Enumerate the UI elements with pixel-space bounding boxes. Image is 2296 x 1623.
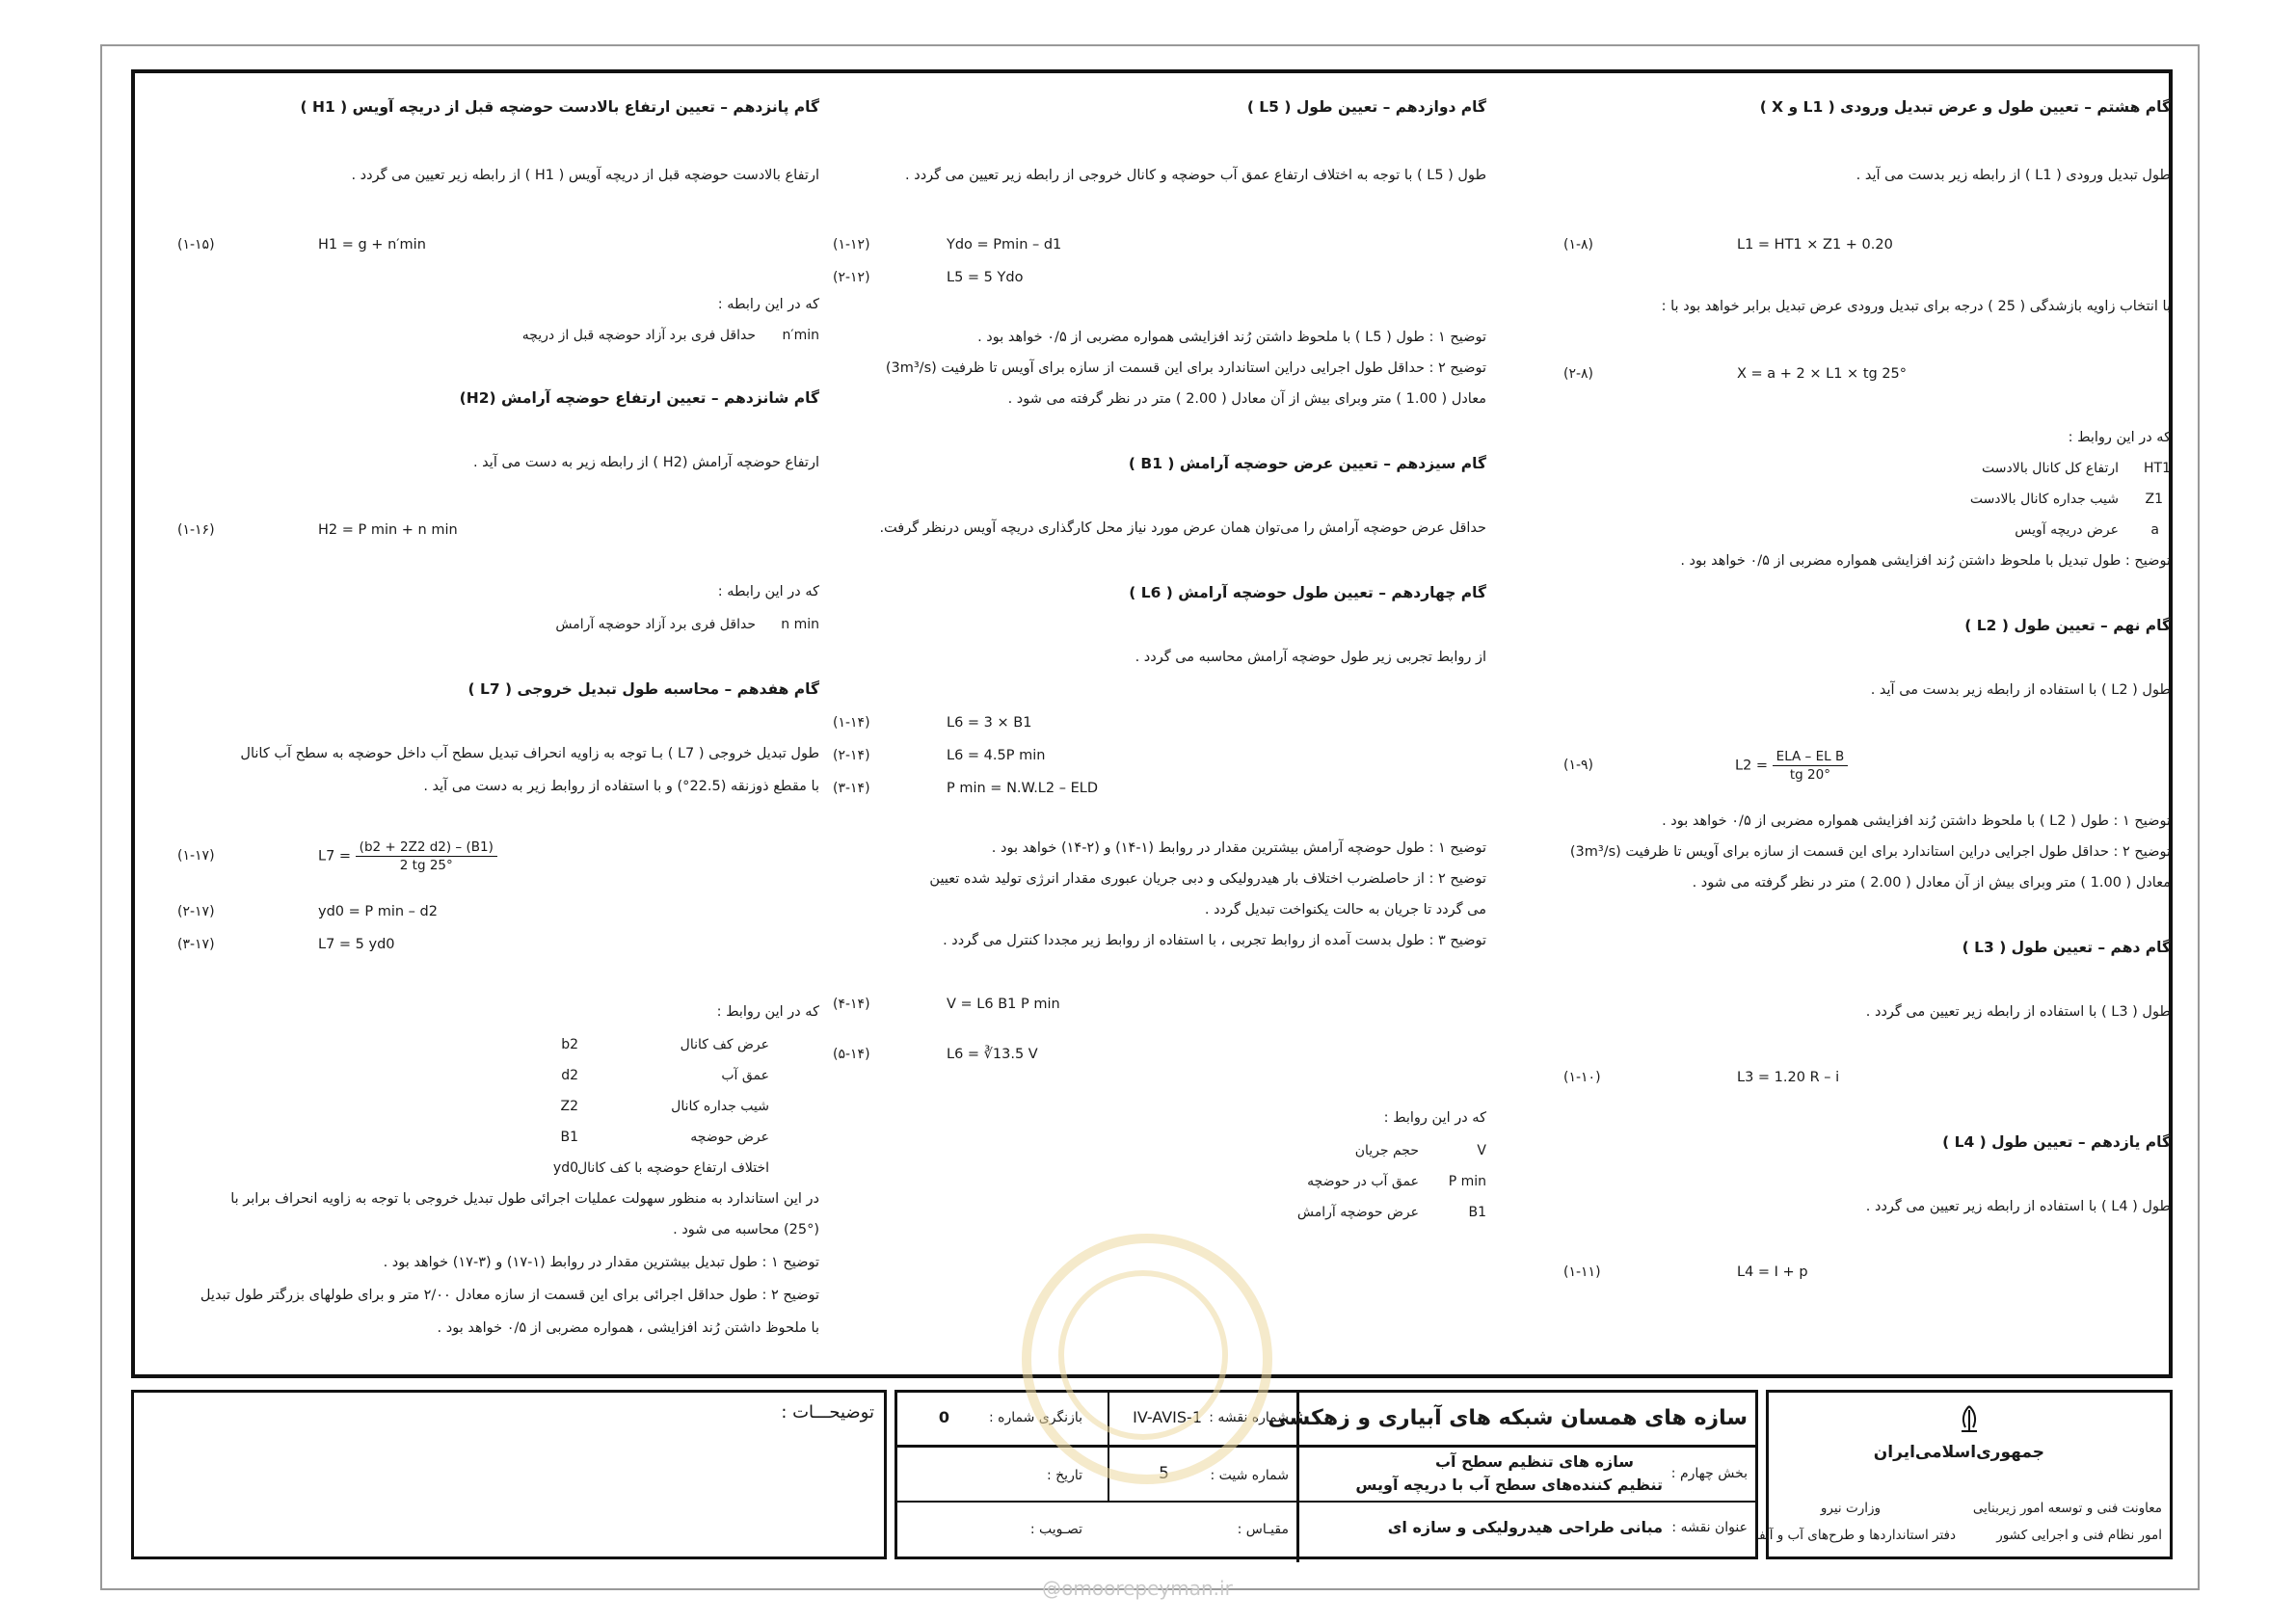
approval-label: تصـویب : [1029, 1522, 1082, 1537]
title-cell [894, 1390, 1758, 1559]
step11-intro: طول ( L4 ) با استفاده از رابطه زیر تعیین می گردد . [1865, 1199, 2171, 1214]
equation-3-14 [823, 781, 1486, 813]
def-text: شیب جداره کانال [671, 1099, 769, 1114]
step9-note-3: معادل ( 1.00 ) متر وبرای بیش از آن معادل ( 2.00 ) متر در نظر گرفته می شود . [1692, 875, 2171, 891]
where-label: که در این روابط : [716, 1004, 819, 1020]
def-text: عرض دریچه آویس [2015, 522, 2119, 538]
fraction-denominator: tg 20° [1789, 767, 1830, 783]
fraction-numerator: ELA – EL B [1773, 748, 1849, 766]
step12-note-1: توضیح ۱ : طول ( L5 ) با ملحوظ داشتن رُند افزایشی همواره مضربی از ۰/۵ خواهد بود . [977, 330, 1486, 345]
paragraph-line: (25°) محاسبه می شود . [673, 1222, 819, 1237]
definition-row [823, 1205, 1486, 1237]
def-symbol: Z1 [2145, 492, 2163, 507]
def-symbol: B1 [1468, 1205, 1486, 1220]
step17-text-2: با مقطع ذوزنقه (22.5°) و با استفاده از روابط زیر به دست می آید . [423, 779, 819, 794]
drawing-title-label: عنوان نقشه : [1671, 1520, 1748, 1535]
step16-intro: ارتفاع حوضچه آرامش (H2 ) از رابطه زیر به دست می آید . [472, 455, 819, 470]
eq-body: L7 = 5 yd0 [318, 937, 395, 952]
eq-body [318, 838, 497, 874]
def-symbol: V [1477, 1143, 1486, 1158]
emblem-text: جمهوری‌اسلامی‌ایران [1873, 1443, 2044, 1462]
eq-body: X = a + 2 × L1 × tg 25° [1737, 366, 1908, 382]
eq-body: L6 = ∛13.5 V [947, 1047, 1038, 1062]
def-symbol: a [2150, 522, 2159, 538]
eq-number: (۱-۱۶) [177, 522, 215, 538]
eq-number: (۱-۱۷) [177, 848, 215, 864]
def-text: حجم جریان [1354, 1143, 1419, 1158]
eq-fraction [356, 838, 497, 874]
equation-3-17 [156, 937, 819, 970]
step17-note-2: توضیح ۲ : طول حداقل اجرائی برای این قسمت از سازه معادل ۲/۰۰ متر و برای طولهای بزرگتر طول تبدیل [200, 1288, 819, 1303]
eq-body: L5 = 5 Ydo [947, 270, 1024, 285]
step16-title: گام شانزدهم – تعیین ارتفاع حوضچه آرامش (H2) [459, 389, 819, 407]
sheet-no-label: شماره شیت : [1210, 1468, 1289, 1483]
fraction-denominator: 2 tg 25° [399, 858, 453, 873]
eq-number: (۱-۸) [1563, 237, 1594, 253]
eq-number: (۵-۱۴) [833, 1047, 870, 1062]
section-line: سازه های تنظیم سطح آب [1434, 1452, 1634, 1471]
paragraph-line: در این استاندارد به منظور سهولت عملیات اجرائی طول تبدیل خروجی با توجه به زاویه انحراف برابر با [230, 1191, 819, 1207]
def-symbol: P min [1448, 1174, 1486, 1189]
eq-body: H1 = g + n′min [318, 237, 426, 253]
step14-note-4: توضیح ۳ : طول بدست آمده از روابط تجربی ، با استفاده از روابط زیر مجددا کنترل می گردد . [943, 933, 1486, 948]
org-line: دفتر استانداردها و طرح‌های آب و آبفا [1755, 1528, 1956, 1543]
def-text: اختلاف ارتفاع حوضچه با کف کانال [576, 1160, 769, 1176]
column-middle [823, 98, 1486, 1361]
definition-row [156, 617, 819, 650]
eq-number: (۲-۱۴) [833, 748, 870, 763]
org-line: معاونت فنی و توسعه امور زیربنایی [1972, 1501, 2162, 1516]
step14-title: گام چهاردهم – تعیین طول حوضچه آرامش ( L6 ) [1129, 584, 1486, 601]
definition-row [156, 1099, 819, 1131]
step11-title: گام یازدهم – تعیین طول ( L4 ) [1942, 1133, 2171, 1151]
notes-label: توضیحـــات : [781, 1402, 874, 1423]
def-text: حداقل فری برد آزاد حوضچه قبل از دریچه [521, 328, 756, 343]
step9-intro: طول ( L2 ) با استفاده از رابطه زیر بدست می آید . [1870, 682, 2171, 698]
equation-1-15 [156, 237, 819, 270]
equation-2-12 [823, 270, 1486, 303]
watermark-logo-inner [1058, 1270, 1228, 1440]
eq-number: (۱-۱۱) [1563, 1264, 1601, 1280]
where-label: که در این رابطه : [717, 297, 819, 312]
eq-body: V = L6 B1 P min [947, 997, 1060, 1012]
equation-4-14 [823, 997, 1486, 1029]
org-line: امور نظام فنی و اجرایی کشور [1996, 1528, 2162, 1543]
equation-1-14 [823, 715, 1486, 748]
definition-row [1506, 492, 2171, 524]
eq-body: H2 = P min + n min [318, 522, 458, 538]
organisation-cell [1755, 1390, 2173, 1559]
step12-note-2: توضیح ۲ : حداقل طول اجرایی دراین استاندارد برای این قسمت از سازه برای آویس تا ظرفیت (3m³/s) [885, 360, 1486, 376]
eq-number: (۳-۱۷) [177, 937, 215, 952]
eq-body: yd0 = P min – d2 [318, 904, 438, 919]
fraction-numerator: (b2 + 2Z2 d2) – (B1) [356, 838, 497, 857]
def-symbol: b2 [561, 1037, 578, 1052]
eq-body: P min = N.W.L2 – ELD [947, 781, 1098, 796]
def-text: حداقل فری برد آزاد حوضچه آرامش [555, 617, 756, 632]
map-no-label: شماره نقشه : [1209, 1410, 1289, 1425]
def-text: عمق آب [721, 1068, 769, 1083]
step17-note-3: با ملحوظ داشتن رُند افزایشی ، همواره مضربی از ۰/۵ خواهد بود . [437, 1320, 819, 1336]
def-text: عمق آب در حوضچه [1307, 1174, 1419, 1189]
scale-label: مقیـاس : [1237, 1522, 1289, 1537]
def-symbol: yd0 [552, 1160, 578, 1176]
step8-intro: طول تبدیل ورودی ( L1 ) از رابطه زیر بدست می آید . [1855, 168, 2171, 183]
step9-note-1: توضیح ۱ : طول ( L2 ) با ملحوظ داشتن رُند افزایشی همواره مضربی از ۰/۵ خواهد بود . [1662, 813, 2171, 829]
org-line: وزارت نیرو [1820, 1501, 1881, 1516]
definition-row [1506, 522, 2171, 555]
step12-intro: طول ( L5 ) با توجه به اختلاف ارتفاع عمق آب حوضچه و کانال خروجی از رابطه زیر تعیین می گردد . [905, 168, 1486, 183]
def-symbol: n′min [782, 328, 819, 343]
definition-row [156, 1037, 819, 1070]
definition-row [823, 1174, 1486, 1207]
eq-number: (۲-۱۷) [177, 904, 215, 919]
equation-5-14 [823, 1047, 1486, 1079]
equation-1-8 [1506, 237, 2171, 270]
step14-note-2: توضیح ۲ : از حاصلضرب اختلاف بار هیدرولیکی و دبی جریان عبوری مقدار انرژی تولید شده تعیین [929, 871, 1486, 887]
step10-intro: طول ( L3 ) با استفاده از رابطه زیر تعیین می گردد . [1865, 1004, 2171, 1020]
def-symbol: Z2 [560, 1099, 578, 1114]
step12-note-3: معادل ( 1.00 ) متر وبرای بیش از آن معادل ( 2.00 ) متر در نظر گرفته می شود . [1007, 391, 1486, 407]
def-symbol: HT1 [2144, 461, 2171, 476]
def-text: عرض کف کانال [680, 1037, 769, 1052]
main-title: سازه های همسان شبکه های آبیاری و زهکشی [1268, 1406, 1748, 1430]
eq-number: (۱-۱۴) [833, 715, 870, 731]
definition-row [823, 1143, 1486, 1176]
step17-title: گام هفدهم – محاسبه طول تبدیل خروجی ( L7 ) [467, 680, 819, 698]
def-text: ارتفاع کل کانال بالادست [1982, 461, 2119, 476]
equation-1-9 [1506, 748, 2171, 790]
equation-1-17 [156, 838, 819, 881]
notes-cell [131, 1390, 887, 1559]
def-symbol: n min [781, 617, 819, 632]
step10-title: گام دهم – تعیین طول ( L3 ) [1962, 939, 2171, 956]
eq-body: L3 = 1.20 R – i [1737, 1070, 1840, 1085]
where-label: که در این روابط : [1383, 1110, 1486, 1126]
step14-intro: از روابط تجربی زیر طول حوضچه آرامش محاسبه می گردد . [1135, 650, 1486, 665]
step9-note-2: توضیح ۲ : حداقل طول اجرایی دراین استاندارد برای این قسمت از سازه برای آویس تا ظرفیت (3m³/s) [1569, 844, 2171, 860]
step17-text-1: طول تبدیل خروجی ( L7 ) بـا توجه به زاویه انحراف تبدیل سطح آب داخل حوضچه به سطح آب کانال [240, 746, 819, 761]
definition-row [156, 1130, 819, 1162]
revision-value: 0 [938, 1408, 949, 1426]
eq-number: (۱-۹) [1563, 758, 1594, 773]
step12-title: گام دوازدهم – تعیین طول ( L5 ) [1246, 98, 1486, 116]
step14-note-3: می گردد تا جریان به حالت یکنواخت تبدیل گردد . [1204, 902, 1486, 918]
column-right [1506, 98, 2171, 1361]
eq-body: L4 = I + p [1737, 1264, 1808, 1280]
definition-row [156, 1068, 819, 1101]
eq-body: L6 = 4.5P min [947, 748, 1046, 763]
equation-2-8 [1506, 366, 2171, 399]
map-no: IV-AVIS-1 [1133, 1408, 1202, 1426]
step15-intro: ارتفاع بالادست حوضچه قبل از دریچه آویس ( H1 ) از رابطه زیر تعیین می گردد . [351, 168, 819, 183]
step13-text: حداقل عرض حوضچه آرامش را می‌توان همان عرض مورد نیاز محل کارگذاری دریچه آویس درنظر گرفت. [879, 520, 1486, 536]
step9-title: گام نهم – تعیین طول ( L2 ) [1964, 617, 2171, 634]
section-label: بخش چهارم : [1670, 1466, 1748, 1481]
revision-label: بازنگری شماره : [988, 1410, 1082, 1425]
eq-lhs: L2 = [1735, 758, 1769, 774]
eq-body: L1 = HT1 × Z1 + 0.20 [1737, 237, 1893, 253]
where-label: که در این روابط : [2068, 430, 2171, 445]
section-line: تنظیم کننده‌های سطح آب با دریچه آویس [1355, 1476, 1663, 1494]
sheet-no: 5 [1159, 1464, 1169, 1483]
eq-number: (۱-۱۰) [1563, 1070, 1601, 1085]
eq-lhs: L7 = [318, 848, 352, 865]
definition-row [156, 1160, 819, 1193]
step8-note: توضیح : طول تبدیل با ملحوظ داشتن رُند افزایشی همواره مضربی از ۰/۵ خواهد بود . [1680, 553, 2171, 569]
column-left [156, 98, 819, 1361]
eq-body: L6 = 3 × B1 [947, 715, 1032, 731]
def-symbol: d2 [561, 1068, 578, 1083]
equation-1-11 [1506, 1264, 2171, 1297]
equation-1-12 [823, 237, 1486, 270]
def-text: عرض حوضچه [690, 1130, 769, 1145]
def-symbol: B1 [560, 1130, 578, 1145]
step8-title: گام هشتم – تعیین طول و عرض تبدیل ورودی ( L1 و X ) [1759, 98, 2171, 116]
eq-number: (۲-۸) [1563, 366, 1594, 382]
equation-2-14 [823, 748, 1486, 781]
step13-title: گام سیزدهم – تعیین عرض حوضچه آرامش ( B1 ) [1128, 455, 1486, 472]
drawing-title: مبانی طراحی هیدرولیکی و سازه ای [1387, 1518, 1663, 1536]
drawing-body [131, 69, 2173, 1378]
definition-row [1506, 461, 2171, 493]
eq-number: (۳-۱۴) [833, 781, 870, 796]
step15-title: گام پانزدهم – تعیین ارتفاع بالادست حوضچه قبل از دریچه آویس ( H1 ) [300, 98, 819, 116]
def-text: عرض حوضچه آرامش [1296, 1205, 1419, 1220]
eq-number: (۱-۱۲) [833, 237, 870, 253]
where-label: که در این رابطه : [717, 584, 819, 599]
definition-row [156, 328, 819, 360]
watermark-text: @omoorepeyman.ir [1042, 1577, 1233, 1600]
emblem-icon [1952, 1402, 1987, 1437]
step17-note-1: توضیح ۱ : طول تبدیل بیشترین مقدار در روابط (۱-۱۷) و (۳-۱۷) خواهد بود . [383, 1255, 819, 1270]
eq-fraction [1773, 748, 1849, 784]
eq-number: (۱-۱۵) [177, 237, 215, 253]
date-label: تاریخ : [1046, 1468, 1082, 1483]
step8-angle-text: با انتخاب زاویه بازشدگی ( 25 ) درجه برای تبدیل ورودی عرض تبدیل برابر خواهد بود با : [1661, 299, 2171, 314]
eq-number: (۲-۱۲) [833, 270, 870, 285]
equation-1-10 [1506, 1070, 2171, 1103]
equation-2-17 [156, 904, 819, 937]
equation-1-16 [156, 522, 819, 555]
eq-body [1735, 748, 1848, 784]
eq-number: (۴-۱۴) [833, 997, 870, 1012]
eq-body: Ydo = Pmin – d1 [947, 237, 1062, 253]
def-text: شیب جداره کانال بالادست [1969, 492, 2119, 507]
step14-note-1: توضیح ۱ : طول حوضچه آرامش بیشترین مقدار در روابط (۱-۱۴) و (۲-۱۴) خواهد بود . [991, 840, 1486, 856]
